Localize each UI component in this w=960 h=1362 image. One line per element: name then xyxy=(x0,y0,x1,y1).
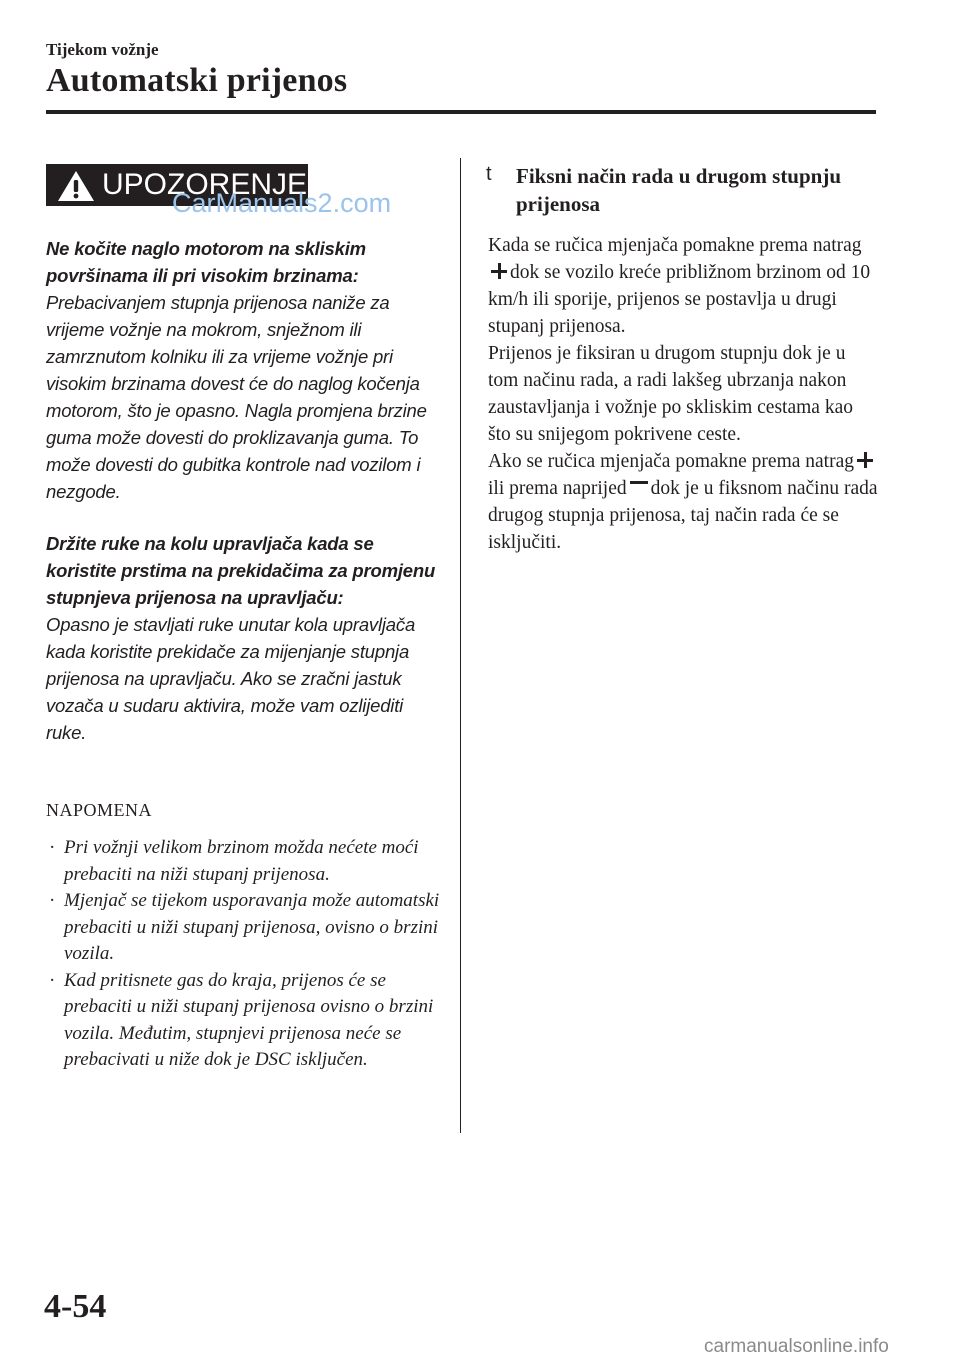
warning-text-1: Prebacivanjem stupnja prijenosa naniže za vrijeme vožnje na mokrom, snježnom ili zamrznutom kolniku ili za vrijeme vožnje pri visokim brzinama dovest će do naglog kočenja motorom, što je opasno. Nagla promjena brzine guma može dovesti do proklizavanja guma. To može dovesti do gubitka kontrole nad vozilom i nezgode. xyxy=(46,292,427,502)
section-body xyxy=(488,232,878,556)
warning-icon xyxy=(56,169,96,203)
body-paragraph-2: Prijenos je fiksiran u drugom stupnju dok je u tom načinu rada, a radi lakšeg ubrzanja nakon zaustavljanja i vožnje po skliskim cestama kao što su snijegom pokrivene ceste. xyxy=(488,343,853,445)
chapter-title: Automatski prijenos xyxy=(46,62,348,99)
plus-icon xyxy=(857,452,873,468)
watermark-text: CarManuals2.com xyxy=(172,188,392,218)
warning-heading-2: Držite ruke na kolu upravljača kada se koristite prstima na prekidačima za promjenu stupnjeva prijenosa na upravljaču: xyxy=(46,533,436,608)
header-rule xyxy=(46,110,876,114)
warning-heading-1: Ne kočite naglo motorom na skliskim površinama ili pri visokim brzinama: xyxy=(46,238,366,286)
column-divider xyxy=(460,158,461,1133)
section-title: Fiksni način rada u drugom stupnju prijenosa xyxy=(516,164,842,216)
section-label: Tijekom vožnje xyxy=(46,40,159,59)
footer-site: carmanualsonline.info xyxy=(704,1336,889,1357)
body-paragraph-3: Ako se ručica mjenjača pomakne prema natragili prema naprijed dok je u fiksnom načinu rada drugog stupnja prijenosa, taj način rada će se isključiti. xyxy=(488,451,878,553)
bullet-icon: · xyxy=(49,969,56,991)
bullet-icon: · xyxy=(49,890,56,911)
note-title: NAPOMENA xyxy=(46,800,153,820)
warning-block-2 xyxy=(46,530,446,746)
note-item: · Kad pritisnete gas do kraja, prijenos će se prebaciti u niži stupanj prijenosa ovisno o brzini vozila. Međutim, stupnjevi prijenosa neće se prebacivati u niže dok je DSC isključen. xyxy=(49,969,434,1070)
minus-icon xyxy=(630,479,648,495)
body-paragraph-1: Kada se ručica mjenjača pomakne prema natragdok se vozilo kreće približnom brzinom od 10 km/h ili sporije, prijenos se postavlja u drugi stupanj prijenosa. xyxy=(488,235,871,337)
note-list xyxy=(46,835,446,1074)
section-marker-icon: t xyxy=(486,163,492,185)
plus-icon xyxy=(491,263,507,279)
page-number: 4-54 xyxy=(44,1288,107,1325)
warning-title: UPOZORENJE xyxy=(102,168,308,201)
warning-text-2: Opasno je stavljati ruke unutar kola upravljača kada koristite prekidače za mijenjanje stupnja prijenosa na upravljaču. Ako se zračni jastuk vozača u sudaru aktivira, može vam ozlijediti ruke. xyxy=(46,614,416,743)
bullet-icon: · xyxy=(49,837,56,858)
warning-block-1 xyxy=(46,235,446,505)
note-item: · Mjenjač se tijekom usporavanja može automatski prebaciti u niži stupanj prijenosa, ovisno o brzini vozila. xyxy=(49,890,440,964)
note-item: · Pri vožnji velikom brzinom možda nećete moći prebaciti na niži stupanj prijenosa. xyxy=(49,837,419,885)
